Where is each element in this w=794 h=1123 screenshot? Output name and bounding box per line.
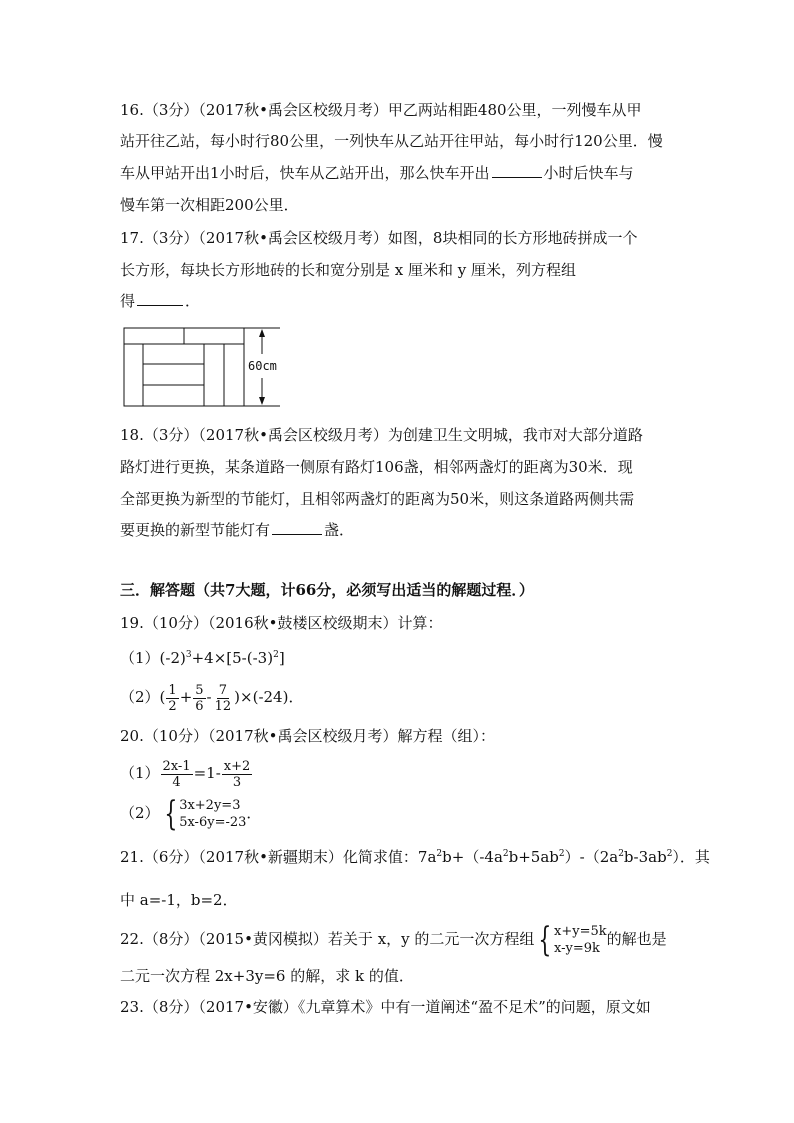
q16-line-4: 慢车第一次相距200公里． <box>120 196 299 214</box>
q20-frac-a-num: 2x-1 <box>162 758 191 774</box>
q22-l1b: 的解也是 <box>606 930 667 948</box>
q21-l1b: b+（-4a <box>442 848 503 866</box>
q17-answer-blank <box>137 291 183 306</box>
q22-line-1 <box>120 920 667 958</box>
brace-icon: { <box>163 794 177 834</box>
q19-frac-2 <box>193 683 205 714</box>
q19-exp-2: 2 <box>273 650 279 660</box>
q18-line-4b: 盏． <box>324 521 355 539</box>
q20-frac-a-den: 4 <box>172 774 181 790</box>
q20-line-1: 20.（10分）（2017秋•禹会区校级月考）解方程（组）： <box>120 727 495 745</box>
q19-frac-3-den: 12 <box>214 698 232 714</box>
q20-frac-b-num: x+2 <box>223 758 251 774</box>
q20-frac-b <box>222 759 253 790</box>
q20-p2-prefix: （2） <box>120 804 160 822</box>
q22-l1a: 22.（8分）（2015•黄冈模拟）若关于 x，y 的二元一次方程组 <box>120 930 535 948</box>
brace-icon: { <box>538 920 552 960</box>
q18-answer-blank <box>272 520 322 535</box>
q16-line-3b: 小时后快车与 <box>543 164 634 182</box>
q20-system <box>160 794 247 834</box>
q19-plus: + <box>179 688 193 706</box>
q17-line-2: 长方形，每块长方形地砖的长和宽分别是 x 厘米和 y 厘米，列方程组 <box>120 261 577 279</box>
q16-line-3a: 车从甲站开出1小时后，快车从乙站开出，那么快车开出 <box>120 164 490 182</box>
q19-part-1 <box>120 648 285 668</box>
q21-sq-3: 2 <box>558 849 565 859</box>
q17-line-3 <box>120 291 200 311</box>
q20-eq-1: 3x+2y=3 <box>179 798 241 813</box>
q21-sq-4: 2 <box>618 849 624 859</box>
q19-frac-3 <box>213 683 234 714</box>
q19-frac-1-num: 1 <box>168 682 177 698</box>
q20-mid: =1- <box>193 764 221 782</box>
q19-frac-1 <box>166 683 178 714</box>
q19-frac-3-num: 7 <box>218 682 228 698</box>
q19-frac-2-den: 6 <box>195 698 204 714</box>
q18-line-4a: 要更换的新型节能灯有 <box>120 521 271 539</box>
q20-p1-prefix: （1） <box>120 764 160 782</box>
q21-line-1 <box>120 847 710 867</box>
q21-l1a: 21.（6分）（2017秋•新疆期末）化简求值：7a <box>120 848 437 866</box>
q19-p2-prefix: （2）( <box>120 688 166 706</box>
q20-eq-2: 5x-6y=-23 <box>179 815 247 830</box>
q16-line-3 <box>120 163 634 183</box>
q19-p1b: +4×[5-(-3) <box>191 649 274 667</box>
tile-figure-svg <box>120 324 300 410</box>
q19-frac-1-den: 2 <box>168 698 177 714</box>
q17-line-1: 17.（3分）（2017秋•禹会区校级月考）如图，8块相同的长方形地砖拼成一个 <box>120 229 638 247</box>
q23-line-1: 23.（8分）（2017•安徽）《九章算术》中有一道阐述“盈不足术”的问题，原文如 <box>120 998 651 1016</box>
q21-sq-2: 2 <box>502 849 509 859</box>
q17-line-3a: 得 <box>120 292 136 310</box>
q16-answer-blank <box>492 163 542 178</box>
q20-p2-suffix: ． <box>246 804 262 822</box>
dim-label: 60cm <box>248 359 277 373</box>
q20-part-2 <box>120 794 262 834</box>
q21-l1d: ）-（2a <box>564 848 619 866</box>
q22-line-2: 二元一次方程 2x+3y=6 的解，求 k 的值． <box>120 967 414 985</box>
q19-part-2 <box>120 680 303 714</box>
q21-sq-5: 2 <box>666 849 673 859</box>
q21-line-2: 中 a=-1，b=2． <box>120 891 238 909</box>
q17-line-3b: ． <box>185 292 201 310</box>
q22-system <box>534 920 607 960</box>
dim-arrow-down-icon <box>259 397 265 405</box>
q18-line-3: 全部更换为新型的节能灯，且相邻两盏灯的距离为50米，则这条道路两侧共需 <box>120 490 635 508</box>
q19-exp-1: 3 <box>185 650 192 660</box>
q18-line-2: 路灯进行更换，某条道路一侧原有路灯106盏，相邻两盏灯的距离为30米．现 <box>120 458 633 476</box>
q19-p2-suffix: )×(-24)． <box>234 688 304 706</box>
q19-line-1: 19.（10分）（2016秋•鼓楼区校级期末）计算： <box>120 614 443 632</box>
q21-sq-1: 2 <box>436 849 443 859</box>
tile-figure <box>120 324 300 414</box>
q22-eq-2: x-y=9k <box>554 941 600 956</box>
q21-l1c: b+5ab <box>508 848 559 866</box>
q19-frac-2-num: 5 <box>195 682 204 698</box>
q20-frac-b-den: 3 <box>232 774 242 790</box>
q20-frac-a <box>161 759 193 790</box>
q21-l1e: b-3ab <box>623 848 667 866</box>
q22-eq-1: x+y=5k <box>554 924 607 939</box>
q18-line-1: 18.（3分）（2017秋•禹会区校级月考）为创建卫生文明城，我市对大部分道路 <box>120 426 643 444</box>
q18-line-4 <box>120 520 354 540</box>
dim-arrow-up-icon <box>259 329 265 337</box>
q19-p1c: ] <box>278 649 285 667</box>
q16-line-2: 站开往乙站，每小时行80公里，一列快车从乙站开往甲站，每小时行120公里．慢 <box>120 132 663 150</box>
q20-part-1 <box>120 756 253 790</box>
q21-l1f: ）．其 <box>672 848 710 866</box>
section-3-heading: 三．解答题（共7大题，计66分，必须写出适当的解题过程．） <box>120 581 534 599</box>
q19-p1a: （1）(-2) <box>120 649 186 667</box>
q19-minus: - <box>206 688 212 706</box>
q16-line-1: 16.（3分）（2017秋•禹会区校级月考）甲乙两站相距480公里，一列慢车从甲 <box>120 101 642 119</box>
